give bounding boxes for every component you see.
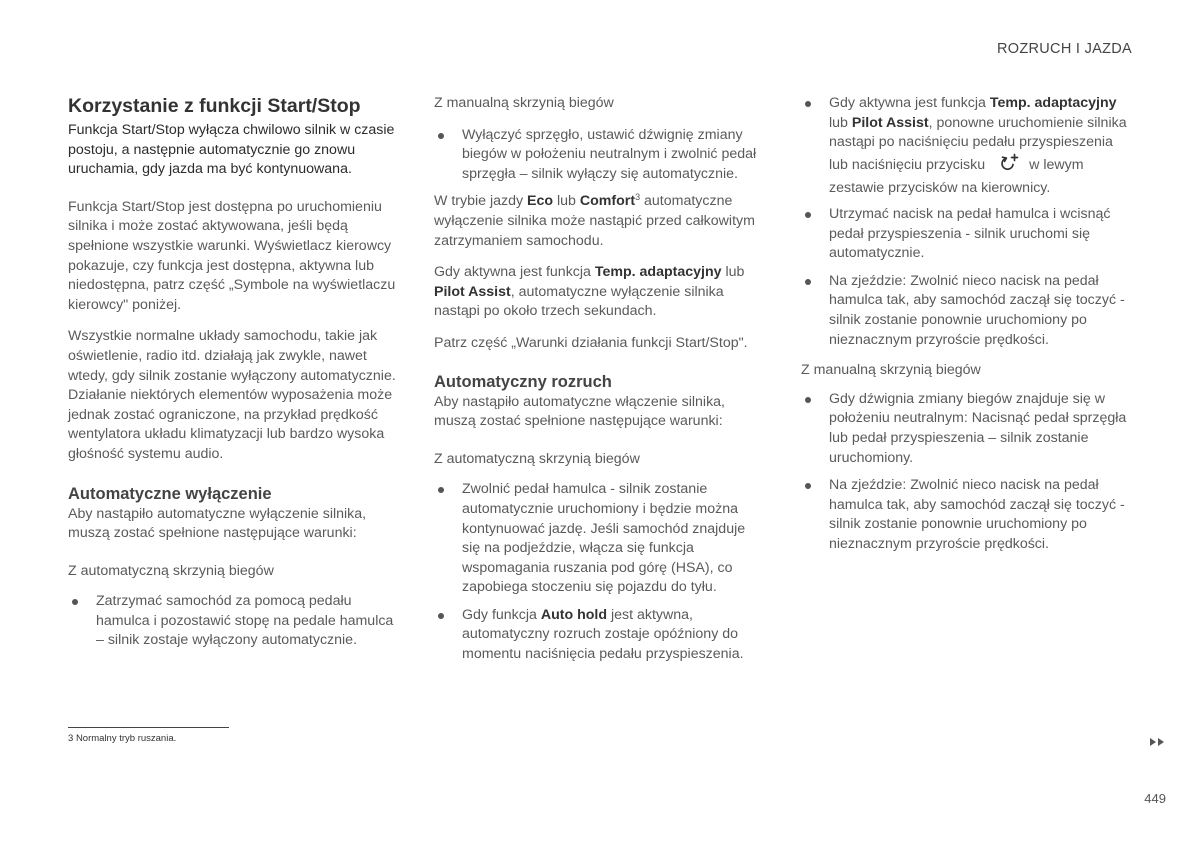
function-temp-adaptive: Temp. adaptacyjny bbox=[989, 95, 1117, 111]
list-item: Wyłączyć sprzęgło, ustawić dźwignię zmiany biegów w położeniu neutralnym i zwolnić pedał sprzęgła – silnik wyłączy się automatycznie. bbox=[434, 126, 766, 185]
page-title: Korzystanie z funkcji Start/Stop bbox=[68, 95, 361, 117]
subheading-automatic-gearbox: Z automatyczną skrzynią biegów bbox=[68, 562, 274, 579]
list-item: Na zjeździe: Zwolnić nieco nacisk na pedał hamulca tak, aby samochód zaczął się toczyć - silnik zostanie ponownie uruchomiony po nieznacznym przyroście prędkości. bbox=[801, 272, 1131, 350]
list-item: Na zjeździe: Zwolnić nieco nacisk na pedał hamulca tak, aby samochód zaczął się toczyć - silnik zostanie ponownie uruchomiony po nieznacznym przyroście prędkości. bbox=[801, 476, 1131, 554]
footnote-number: 3 bbox=[68, 733, 74, 744]
mode-eco: Eco bbox=[527, 193, 554, 210]
page-continues-icon bbox=[1150, 738, 1170, 748]
subheading-automatic-gearbox: Z automatyczną skrzynią biegów bbox=[434, 450, 640, 467]
list-item: Gdy dźwignia zmiany biegów znajduje się w położeniu neutralnym: Nacisnąć pedał sprzęgła lub pedał przyspieszenia – silnik zostanie uruchomiony. bbox=[801, 390, 1131, 468]
column-3 bbox=[801, 94, 1131, 562]
function-pilot-assist: Pilot Assist bbox=[851, 114, 929, 131]
function-pilot-assist: Pilot Assist bbox=[434, 283, 511, 300]
footnote-ref: 3 bbox=[635, 192, 641, 203]
paragraph: Aby nastąpiło automatyczne wyłączenie silnika, muszą zostać spełnione następujące warunki: bbox=[68, 505, 367, 542]
footnote-text: Normalny tryb ruszania. bbox=[75, 733, 177, 744]
list-item: Zatrzymać samochód za pomocą pedału hamulca i pozostawić stopę na pedale hamulca – silnik zostaje wyłączony automatycznie. bbox=[68, 592, 398, 651]
list-item: Gdy aktywna jest funkcja Temp. adaptacyjny lub Pilot Assist, ponowne uruchomienie silnika nastąpi po naciśnięciu pedału przyspieszenia lub naciśnięciu przycisku w lewym zestawie przycisków na kierownicy. bbox=[801, 94, 1131, 199]
paragraph: Gdy aktywna jest funkcja Temp. adaptacyjny lub Pilot Assist, automatyczne wyłączenie silnika nastąpi po około trzech sekundach. bbox=[434, 264, 745, 320]
section-header: ROZRUCH I JAZDA bbox=[997, 41, 1132, 57]
list-item: Zwolnić pedał hamulca - silnik zostanie automatycznie uruchomiony i będzie można kontynuować jazdę. Jeśli samochód znajduje się na podjeździe, włącza się funkcja wspomagania ruszania pod górę (HSA), co zapobiega stoczeniu się pojazdu do tyłu. bbox=[434, 480, 766, 598]
resume-plus-icon bbox=[999, 153, 1019, 180]
column-2 bbox=[434, 94, 766, 673]
footnote bbox=[68, 733, 176, 744]
paragraph: W trybie jazdy Eco lub Comfort$^3$ automatyczne wyłączenie silnika może nastąpić przed całkowitym zatrzymaniem samochodu. bbox=[434, 192, 755, 249]
intro-paragraph: Funkcja Start/Stop wyłącza chwilowo silnik w czasie postoju, a następnie automatycznie go znowu uruchamia, gdy jazda ma być kontynuowana. bbox=[68, 122, 395, 178]
list-item: Utrzymać nacisk na pedał hamulca i wcisnąć pedał przyspieszenia - silnik uruchomi się automatycznie. bbox=[801, 205, 1131, 264]
column-1 bbox=[68, 94, 398, 659]
heading-auto-off: Automatyczne wyłączenie bbox=[68, 484, 272, 503]
paragraph: Patrz część „Warunki działania funkcji Start/Stop". bbox=[434, 334, 748, 351]
paragraph: Wszystkie normalne układy samochodu, takie jak oświetlenie, radio itd. działają jak zwykle, nawet wtedy, gdy silnik zostanie wyłączony automatycznie. Działanie niektórych elementów wyposażenia może jednak zostać ograniczone, na przykład prędkość wentylatora układu klimatyzacji lub bardzo wysoka głośność systemu audio. bbox=[68, 328, 396, 462]
function-auto-hold: Auto hold bbox=[540, 606, 608, 623]
page-number: 449 bbox=[1144, 791, 1166, 806]
paragraph: Funkcja Start/Stop jest dostępna po uruchomieniu silnika i może zostać aktywowana, jeśli będą spełnione wszystkie warunki. Wyświetlacz kierowcy pokazuje, czy funkcja jest dostępna, aktywna lub niedostępna, patrz część „Symbole na wyświetlaczu kierowcy" poniżej. bbox=[68, 198, 396, 313]
heading-auto-start: Automatyczny rozruch bbox=[434, 372, 612, 391]
subheading-manual-gearbox: Z manualną skrzynią biegów bbox=[801, 362, 981, 379]
subheading-manual-gearbox: Z manualną skrzynią biegów bbox=[434, 95, 614, 111]
footnote-divider bbox=[68, 727, 229, 728]
mode-comfort: Comfort bbox=[579, 193, 636, 210]
list-item: Gdy funkcja Auto hold jest aktywna, automatyczny rozruch zostaje opóźniony do momentu naciśnięcia pedału przyspieszenia. bbox=[434, 606, 766, 665]
paragraph: Aby nastąpiło automatyczne włączenie silnika, muszą zostać spełnione następujące warunki: bbox=[434, 393, 725, 430]
function-temp-adaptive: Temp. adaptacyjny bbox=[594, 264, 722, 281]
